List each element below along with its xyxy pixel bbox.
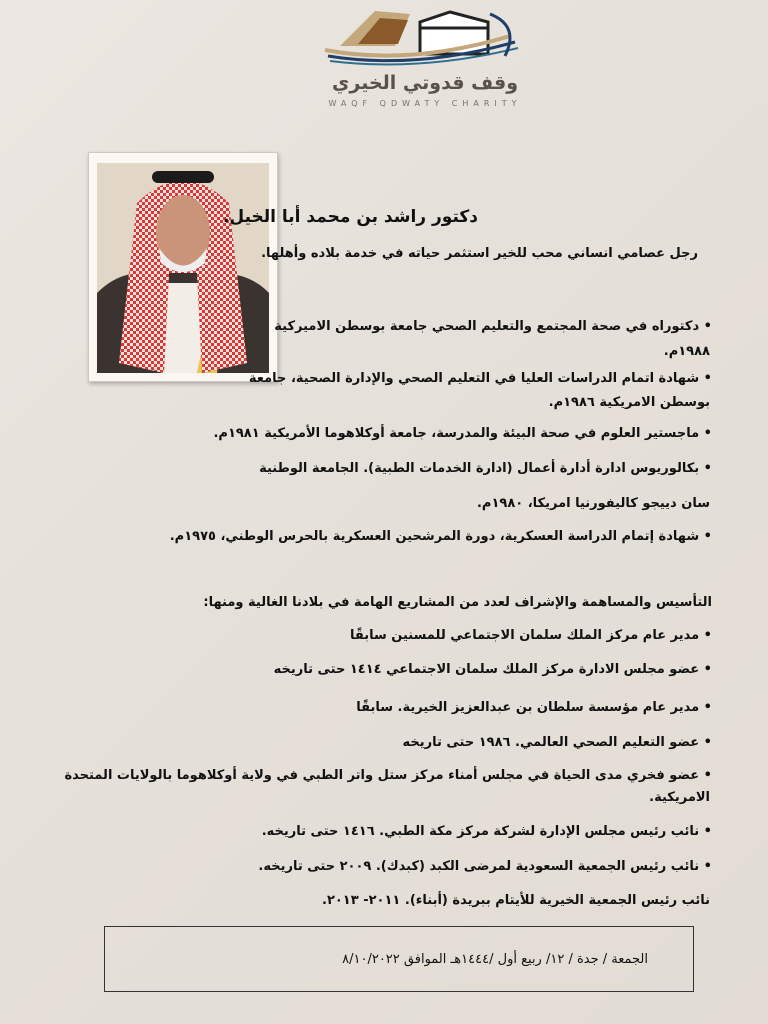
education-item-cont: ١٩٨٨م. [663,344,710,359]
project-item: • نائب رئيس مجلس الإدارة لشركة مركز مكة الطبي. ١٤١٦ حتى تاريخه. [262,823,712,841]
waqf-logo [320,6,530,114]
project-item-cont: الامريكية. [649,790,710,805]
projects-heading: التأسيس والمساهمة والإشراف لعدد من المشاريع الهامة في بلادنا الغالية ومنها: [203,595,712,610]
portrait-photo [97,163,269,373]
education-item-cont: سان دييجو كاليفورنيا امريكا، ١٩٨٠م. [476,496,710,511]
education-item: • بكالوريوس ادارة أدارة أعمال (ادارة الخدمات الطبية). الجامعة الوطنية [259,460,712,478]
person-portrait-icon [97,163,269,373]
education-item: • شهادة إتمام الدراسة العسكرية، دورة المرشحين العسكرية بالحرس الوطني، ١٩٧٥م. [170,528,712,546]
project-item: • نائب رئيس الجمعية السعودية لمرضى الكبد (كبدك). ٢٠٠٩ حتى تاريخه. [258,858,712,876]
logo-arabic-name: وقف قدوتي الخيري [331,72,519,94]
footer-date: الجمعة / جدة / ١٢/ ربيع أول /١٤٤٤هـ الموافق ٨/١٠/٢٠٢٢ [342,952,648,967]
logo-english-name: WAQF QDWATY CHARITY [328,99,522,108]
project-item: نائب رئيس الجمعية الخيرية للأيتام ببريدة (أبناء). ٢٠١١- ٢٠١٣. [321,893,710,908]
education-item: • شهادة اتمام الدراسات العليا في التعليم الصحي والإدارة الصحية، جامعة [249,370,712,388]
education-item-cont: بوسطن الامريكية ١٩٨٦م. [548,395,710,410]
education-item: • دكتوراه في صحة المجتمع والتعليم الصحي جامعة بوسطن الاميركية [274,318,712,336]
intro-text: رجل عصامي انساني محب للخير استثمر حياته في خدمة بلاده وأهلها. [261,246,698,261]
person-name: دكتور راشد بن محمد أبا الخيل. [222,207,478,227]
project-item: • عضو فخري مدى الحياة في مجلس أمناء مركز ستل واتر الطبي في ولاية أوكلاهوما بالولايات المتحدة [64,767,712,785]
project-item: • مدير عام مؤسسة سلطان بن عبدالعزيز الخيرية. سابقًا [356,699,712,717]
education-item: • ماجستير العلوم في صحة البيئة والمدرسة، جامعة أوكلاهوما الأمريكية ١٩٨١م. [213,425,712,443]
portrait-frame [88,152,278,382]
project-item: • عضو مجلس الادارة مركز الملك سلمان الاجتماعي ١٤١٤ حتى تاريخه [274,661,712,679]
project-item: • عضو التعليم الصحي العالمي. ١٩٨٦ حتى تاريخه [402,734,712,752]
logo-emblem-icon [320,6,530,72]
project-item: • مدير عام مركز الملك سلمان الاجتماعي للمسنين سابقًا [350,627,712,645]
